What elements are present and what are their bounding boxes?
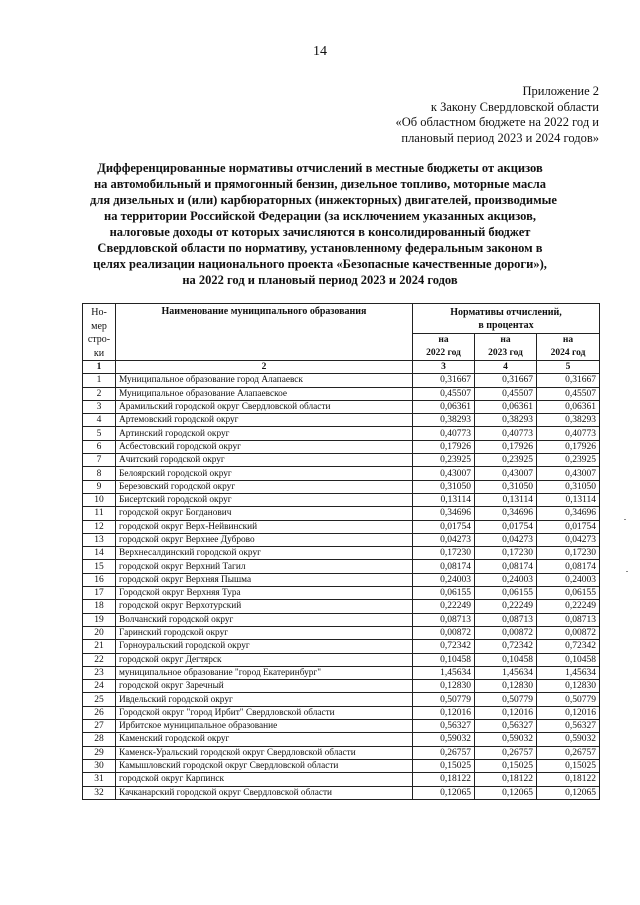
norm-2023-cell: 0,45507	[475, 387, 537, 400]
norm-2022-cell: 0,22249	[413, 600, 475, 613]
municipality-name-cell: городской округ Богданович	[116, 507, 413, 520]
norm-2022-cell: 0,59032	[413, 733, 475, 746]
row-number-cell: 8	[83, 467, 116, 480]
norm-2023-cell: 0,72342	[475, 640, 537, 653]
norm-2023-cell: 0,43007	[475, 467, 537, 480]
municipality-name-cell: Муниципальное образование Алапаевское	[116, 387, 413, 400]
table-row	[83, 427, 600, 440]
norm-2023-cell: 0,59032	[475, 733, 537, 746]
municipality-name-cell: Артемовский городской округ	[116, 414, 413, 427]
norm-2022-cell: 0,40773	[413, 427, 475, 440]
municipality-name-cell: Ирбитское муниципальное образование	[116, 720, 413, 733]
title-line: на 2022 год и плановый период 2023 и 2024 годов	[182, 273, 458, 287]
norm-2023-cell: 0,12065	[475, 786, 537, 799]
year-header-prefix: на	[562, 334, 574, 345]
column-number: 1	[83, 361, 116, 374]
table-body	[83, 374, 600, 800]
row-number-cell: 2	[83, 387, 116, 400]
norm-2022-cell: 0,04273	[413, 533, 475, 546]
norm-2024-cell: 0,72342	[537, 640, 600, 653]
table-row	[83, 706, 600, 719]
norm-2023-cell: 0,13114	[475, 493, 537, 506]
norm-2023-cell: 0,24003	[475, 573, 537, 586]
norm-2023-cell: 0,12830	[475, 680, 537, 693]
norm-2022-cell: 0,17230	[413, 547, 475, 560]
table-row	[83, 467, 600, 480]
table-row	[83, 666, 600, 679]
norm-2024-cell: 0,12830	[537, 680, 600, 693]
norm-2024-cell: 0,56327	[537, 720, 600, 733]
row-number-cell: 5	[83, 427, 116, 440]
row-number-header	[83, 304, 116, 361]
row-number-cell: 28	[83, 733, 116, 746]
title-line: для дизельных и (или) карбюраторных (инжекторных) двигателей, производимые	[90, 193, 557, 207]
table-row	[83, 640, 600, 653]
column-number: 3	[413, 361, 475, 374]
row-number-cell: 13	[83, 533, 116, 546]
row-number-cell: 26	[83, 706, 116, 719]
row-number-cell: 25	[83, 693, 116, 706]
norm-2024-cell: 0,12016	[537, 706, 600, 719]
title-line: целях реализации национального проекта «Безопасные качественные дороги»),	[93, 257, 547, 271]
table-row	[83, 613, 600, 626]
table-row	[83, 533, 600, 546]
municipality-name-cell: Каменский городской округ	[116, 733, 413, 746]
table-row	[83, 507, 600, 520]
municipality-name-cell: Качканарский городской округ Свердловской области	[116, 786, 413, 799]
norm-2024-cell: 0,34696	[537, 507, 600, 520]
year-header-label: 2023 год	[488, 347, 523, 358]
row-number-cell: 23	[83, 666, 116, 679]
norm-2023-cell: 0,00872	[475, 626, 537, 639]
municipality-name-cell: Муниципальное образование город Алапаевск	[116, 374, 413, 387]
row-number-cell: 27	[83, 720, 116, 733]
table-row	[83, 440, 600, 453]
row-number-cell: 9	[83, 480, 116, 493]
table-row	[83, 493, 600, 506]
norm-2022-cell: 1,45634	[413, 666, 475, 679]
row-number-cell: 1	[83, 374, 116, 387]
norm-2022-cell: 0,50779	[413, 693, 475, 706]
municipality-name-cell: Асбестовский городской округ	[116, 440, 413, 453]
norm-2024-cell: 0,26757	[537, 746, 600, 759]
norm-2022-cell: 0,00872	[413, 626, 475, 639]
norm-2024-cell: 0,17230	[537, 547, 600, 560]
norm-2024-cell: 0,12065	[537, 786, 600, 799]
column-number: 2	[116, 361, 413, 374]
norm-2023-cell: 0,08713	[475, 613, 537, 626]
municipality-name-cell: городской округ Карпинск	[116, 773, 413, 786]
title-line: Свердловской области по нормативу, установленному федеральным законом в	[97, 241, 543, 255]
norm-2023-cell: 0,10458	[475, 653, 537, 666]
municipality-name-cell: городской округ Верхняя Пышма	[116, 573, 413, 586]
norm-2022-cell: 0,12065	[413, 786, 475, 799]
norm-2022-cell: 0,24003	[413, 573, 475, 586]
year-header-label: 2022 год	[426, 347, 461, 358]
row-number-cell: 11	[83, 507, 116, 520]
norm-2022-cell: 0,17926	[413, 440, 475, 453]
norm-2024-cell: 0,23925	[537, 454, 600, 467]
table-row	[83, 626, 600, 639]
municipality-name-cell: Волчанский городской округ	[116, 613, 413, 626]
norm-2023-cell: 0,17230	[475, 547, 537, 560]
row-number-cell: 19	[83, 613, 116, 626]
norm-2023-cell: 0,06361	[475, 400, 537, 413]
norm-2022-cell: 0,13114	[413, 493, 475, 506]
municipality-name-cell: Артинский городской округ	[116, 427, 413, 440]
norm-2024-cell: 0,59032	[537, 733, 600, 746]
norm-2023-cell: 0,50779	[475, 693, 537, 706]
norm-2024-cell: 1,45634	[537, 666, 600, 679]
municipality-name-cell: городской округ Заречный	[116, 680, 413, 693]
row-number-cell: 7	[83, 454, 116, 467]
row-number-cell: 18	[83, 600, 116, 613]
table-row	[83, 520, 600, 533]
norm-2022-cell: 0,01754	[413, 520, 475, 533]
norm-2023-cell: 0,38293	[475, 414, 537, 427]
document-title	[90, 160, 557, 288]
row-number-header-line: ки	[93, 347, 105, 359]
norm-2023-cell: 0,12016	[475, 706, 537, 719]
norm-2023-cell: 0,04273	[475, 533, 537, 546]
norm-2024-cell: 0,45507	[537, 387, 600, 400]
year-header-2022	[413, 333, 475, 360]
appendix-line: к Закону Свердловской области	[430, 99, 599, 114]
norm-2023-cell: 0,17926	[475, 440, 537, 453]
norms-table	[82, 303, 600, 800]
table-row	[83, 600, 600, 613]
norm-2022-cell: 0,43007	[413, 467, 475, 480]
norm-2024-cell: 0,24003	[537, 573, 600, 586]
municipality-name-cell: городской округ Верхний Тагил	[116, 560, 413, 573]
table-row	[83, 746, 600, 759]
norm-2022-cell: 0,34696	[413, 507, 475, 520]
norm-2022-cell: 0,45507	[413, 387, 475, 400]
norm-2023-cell: 0,31667	[475, 374, 537, 387]
year-header-prefix: на	[500, 334, 511, 345]
title-line: налоговые доходы от которых зачисляются в консолидированный бюджет	[109, 225, 531, 239]
norm-2022-cell: 0,56327	[413, 720, 475, 733]
year-header-2023	[475, 333, 537, 360]
municipality-name-cell: Бисертский городской округ	[116, 493, 413, 506]
municipality-name-cell: Белоярский городской округ	[116, 467, 413, 480]
municipality-name-cell: городской округ Дегтярск	[116, 653, 413, 666]
row-number-cell: 32	[83, 786, 116, 799]
norm-2022-cell: 0,31050	[413, 480, 475, 493]
norm-2022-cell: 0,12016	[413, 706, 475, 719]
norm-2022-cell: 0,10458	[413, 653, 475, 666]
norm-2024-cell: 0,06155	[537, 587, 600, 600]
norm-2024-cell: 0,22249	[537, 600, 600, 613]
title-line: на территории Российской Федерации (за исключением указанных акцизов,	[104, 209, 536, 223]
table-row	[83, 759, 600, 772]
norm-2022-cell: 0,18122	[413, 773, 475, 786]
norm-2024-cell: 0,50779	[537, 693, 600, 706]
norm-2023-cell: 0,26757	[475, 746, 537, 759]
municipality-name-cell: Ачитский городской округ	[116, 454, 413, 467]
table-row	[83, 560, 600, 573]
norm-2024-cell: 0,31050	[537, 480, 600, 493]
norm-2023-cell: 0,06155	[475, 587, 537, 600]
page-number: 14	[313, 44, 327, 59]
row-number-cell: 10	[83, 493, 116, 506]
row-number-cell: 20	[83, 626, 116, 639]
table-row	[83, 786, 600, 799]
scan-mark	[624, 519, 626, 520]
norm-2023-cell: 0,18122	[475, 773, 537, 786]
row-number-cell: 22	[83, 653, 116, 666]
row-number-cell: 21	[83, 640, 116, 653]
norms-header-line: Нормативы отчислений,	[450, 307, 562, 318]
title-line: Дифференцированные нормативы отчислений в местные бюджеты от акцизов	[97, 161, 543, 175]
table-row	[83, 547, 600, 560]
norm-2022-cell: 0,12830	[413, 680, 475, 693]
municipality-name-cell: Городской округ Верхняя Тура	[116, 587, 413, 600]
column-number: 4	[475, 361, 537, 374]
table-row	[83, 587, 600, 600]
row-number-cell: 12	[83, 520, 116, 533]
norm-2022-cell: 0,08174	[413, 560, 475, 573]
norm-2022-cell: 0,38293	[413, 414, 475, 427]
norm-2024-cell: 0,10458	[537, 653, 600, 666]
norm-2024-cell: 0,38293	[537, 414, 600, 427]
norm-2024-cell: 0,01754	[537, 520, 600, 533]
municipality-name-cell: Каменск-Уральский городской округ Свердловской области	[116, 746, 413, 759]
table-row	[83, 374, 600, 387]
table-row	[83, 480, 600, 493]
name-header: Наименование муниципального образования	[116, 304, 413, 361]
norm-2022-cell: 0,06361	[413, 400, 475, 413]
norm-2023-cell: 0,22249	[475, 600, 537, 613]
row-number-cell: 17	[83, 587, 116, 600]
norm-2024-cell: 0,18122	[537, 773, 600, 786]
table-row	[83, 773, 600, 786]
norm-2023-cell: 0,40773	[475, 427, 537, 440]
norm-2024-cell: 0,00872	[537, 626, 600, 639]
table-row	[83, 387, 600, 400]
norm-2024-cell: 0,15025	[537, 759, 600, 772]
year-header-label: 2024 год	[550, 347, 586, 358]
norm-2024-cell: 0,04273	[537, 533, 600, 546]
table-row	[83, 720, 600, 733]
appendix-line: «Об областном бюджете на 2022 год и	[395, 115, 599, 129]
norm-2023-cell: 1,45634	[475, 666, 537, 679]
norm-2024-cell: 0,40773	[537, 427, 600, 440]
table-row	[83, 400, 600, 413]
table-row	[83, 573, 600, 586]
row-number-header-line: Но-	[91, 307, 107, 318]
norm-2022-cell: 0,15025	[413, 759, 475, 772]
municipality-name-cell: муниципальное образование "город Екатеринбург"	[116, 666, 413, 679]
table-row	[83, 693, 600, 706]
norm-2024-cell: 0,08174	[537, 560, 600, 573]
table-row	[83, 414, 600, 427]
norm-2024-cell: 0,43007	[537, 467, 600, 480]
table-row	[83, 454, 600, 467]
row-number-cell: 31	[83, 773, 116, 786]
row-number-cell: 16	[83, 573, 116, 586]
appendix-line: Приложение 2	[522, 84, 599, 98]
scan-mark	[626, 571, 628, 572]
table-row	[83, 733, 600, 746]
row-number-cell: 14	[83, 547, 116, 560]
row-number-cell: 4	[83, 414, 116, 427]
norm-2023-cell: 0,15025	[475, 759, 537, 772]
municipality-name-cell: городской округ Верхотурский	[116, 600, 413, 613]
table-row	[83, 680, 600, 693]
municipality-name-cell: Камышловский городской округ Свердловской области	[116, 759, 413, 772]
row-number-cell: 6	[83, 440, 116, 453]
municipality-name-cell: городской округ Верхнее Дуброво	[116, 533, 413, 546]
table-row	[83, 653, 600, 666]
norm-2023-cell: 0,01754	[475, 520, 537, 533]
municipality-name-cell: Городской округ "город Ирбит" Свердловской области	[116, 706, 413, 719]
norm-2022-cell: 0,72342	[413, 640, 475, 653]
norm-2024-cell: 0,17926	[537, 440, 600, 453]
municipality-name-cell: Гаринский городской округ	[116, 626, 413, 639]
norm-2023-cell: 0,08174	[475, 560, 537, 573]
row-number-cell: 24	[83, 680, 116, 693]
municipality-name-cell: Арамильский городской округ Свердловской области	[116, 400, 413, 413]
row-number-cell: 3	[83, 400, 116, 413]
appendix-line: плановый период 2023 и 2024 годов»	[401, 130, 599, 145]
norms-header	[413, 304, 600, 334]
municipality-name-cell: Ивдельский городской округ	[116, 693, 413, 706]
norm-2024-cell: 0,06361	[537, 400, 600, 413]
row-number-cell: 15	[83, 560, 116, 573]
norm-2022-cell: 0,08713	[413, 613, 475, 626]
column-number: 5	[537, 361, 600, 374]
norm-2023-cell: 0,56327	[475, 720, 537, 733]
year-header-prefix: на	[438, 334, 449, 345]
norms-header-line: в процентах	[478, 320, 534, 331]
norm-2022-cell: 0,26757	[413, 746, 475, 759]
municipality-name-cell: Березовский городской округ	[116, 480, 413, 493]
norm-2023-cell: 0,31050	[475, 480, 537, 493]
norm-2023-cell: 0,34696	[475, 507, 537, 520]
row-number-cell: 30	[83, 759, 116, 772]
norm-2024-cell: 0,31667	[537, 374, 600, 387]
row-number-header-line: стро-	[87, 334, 111, 345]
municipality-name-cell: городской округ Верх-Нейвинский	[116, 520, 413, 533]
municipality-name-cell: Горноуральский городской округ	[116, 640, 413, 653]
row-number-header-line: мер	[91, 320, 107, 332]
title-line: на автомобильный и прямогонный бензин, дизельное топливо, моторные масла	[93, 177, 547, 191]
norm-2022-cell: 0,23925	[413, 454, 475, 467]
municipality-name-cell: Верхнесалдинский городской округ	[116, 547, 413, 560]
norm-2023-cell: 0,23925	[475, 454, 537, 467]
appendix-note	[299, 84, 599, 146]
norm-2022-cell: 0,06155	[413, 587, 475, 600]
year-header-2024	[537, 333, 600, 360]
norm-2024-cell: 0,13114	[537, 493, 600, 506]
norm-2022-cell: 0,31667	[413, 374, 475, 387]
norm-2024-cell: 0,08713	[537, 613, 600, 626]
row-number-cell: 29	[83, 746, 116, 759]
